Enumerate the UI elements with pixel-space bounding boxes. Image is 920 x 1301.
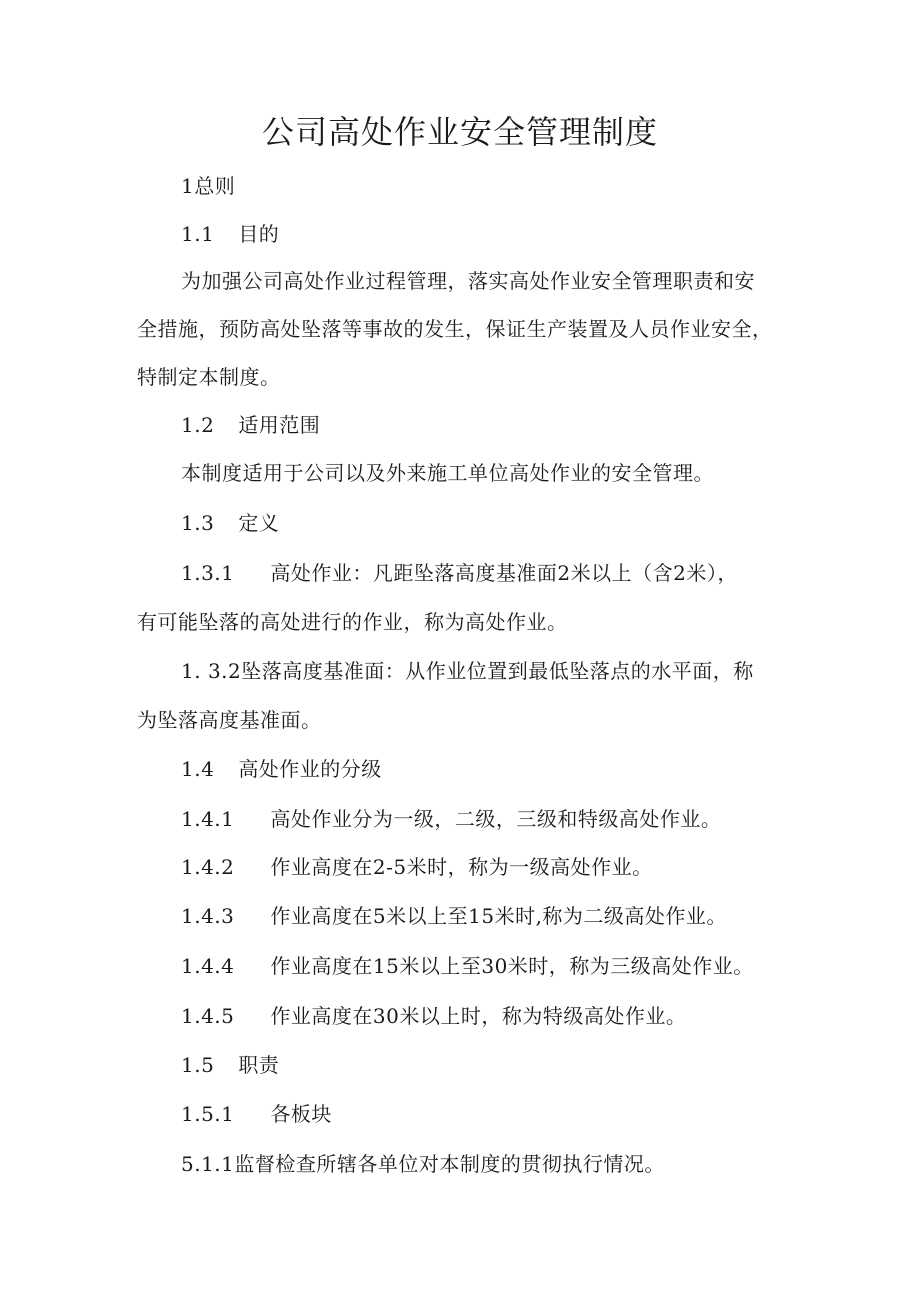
section-number: 1.5.1 (181, 1102, 235, 1126)
clause-text: 各板块 (270, 1102, 332, 1126)
clause-text: 作业高度在2-5米时，称为一级高处作业。 (270, 855, 653, 879)
subsection-heading (181, 754, 382, 784)
section-number: 1.4.3 (181, 904, 235, 928)
page-title: 公司高处作业安全管理制度 (261, 113, 658, 151)
section-heading (181, 171, 235, 201)
section-label: 高处作业的分级 (238, 757, 382, 781)
paragraph-line: 为坠落高度基准面。 (137, 708, 322, 732)
section-label: 目的 (238, 222, 280, 246)
subsection-heading (181, 1050, 279, 1080)
clause-line (181, 1099, 332, 1129)
paragraph-line: 有可能坠落的高处进行的作业，称为高处作业。 (137, 610, 568, 634)
paragraph-line: 5.1.1监督检查所辖各单位对本制度的贯彻执行情况。 (181, 1152, 665, 1176)
section-number: 1.4.2 (181, 855, 235, 879)
section-number: 1.4.4 (181, 954, 235, 978)
section-number: 1.2 (181, 413, 215, 437)
clause-text: 高处作业分为一级，二级，三级和特级高处作业。 (270, 807, 722, 831)
section-number: 1.3 (181, 511, 215, 535)
clause-line (181, 1001, 686, 1031)
clause-text: 作业高度在30米以上时，称为特级高处作业。 (270, 1004, 687, 1028)
paragraph-line: 特制定本制度。 (137, 365, 281, 389)
paragraph-line: 本制度适用于公司以及外来施工单位高处作业的安全管理。 (181, 461, 714, 485)
subsection-heading (181, 219, 279, 249)
section-label: 适用范围 (238, 413, 321, 437)
paragraph-line: 为加强公司高处作业过程管理，落实高处作业安全管理职责和安 (181, 269, 755, 293)
paragraph-line: 1. 3.2坠落高度基准面：从作业位置到最低坠落点的水平面，称 (181, 659, 754, 683)
clause-line (181, 951, 754, 981)
clause-text: 高处作业：凡距坠落高度基准面2米以上（含2米）， (270, 561, 738, 585)
clause-line (181, 558, 738, 588)
paragraph-text: 1总则 (181, 174, 236, 198)
paragraph-line: 全措施，预防高处坠落等事故的发生，保证生产装置及人员作业安全， (137, 317, 773, 341)
section-number: 1.5 (181, 1053, 215, 1077)
section-label: 定义 (238, 511, 280, 535)
subsection-heading (181, 508, 279, 538)
section-number: 1.4.1 (181, 807, 235, 831)
section-number: 1.3.1 (181, 561, 235, 585)
section-number: 1.1 (181, 222, 215, 246)
clause-text: 作业高度在5米以上至15米时,称为二级高处作业。 (270, 904, 727, 928)
section-number: 1.4 (181, 757, 215, 781)
section-label: 职责 (238, 1053, 280, 1077)
section-number: 1.4.5 (181, 1004, 235, 1028)
clause-text: 作业高度在15米以上至30米时，称为三级高处作业。 (270, 954, 754, 978)
clause-line (181, 901, 727, 931)
clause-line (181, 804, 721, 834)
subsection-heading (181, 410, 320, 440)
clause-line (181, 852, 653, 882)
